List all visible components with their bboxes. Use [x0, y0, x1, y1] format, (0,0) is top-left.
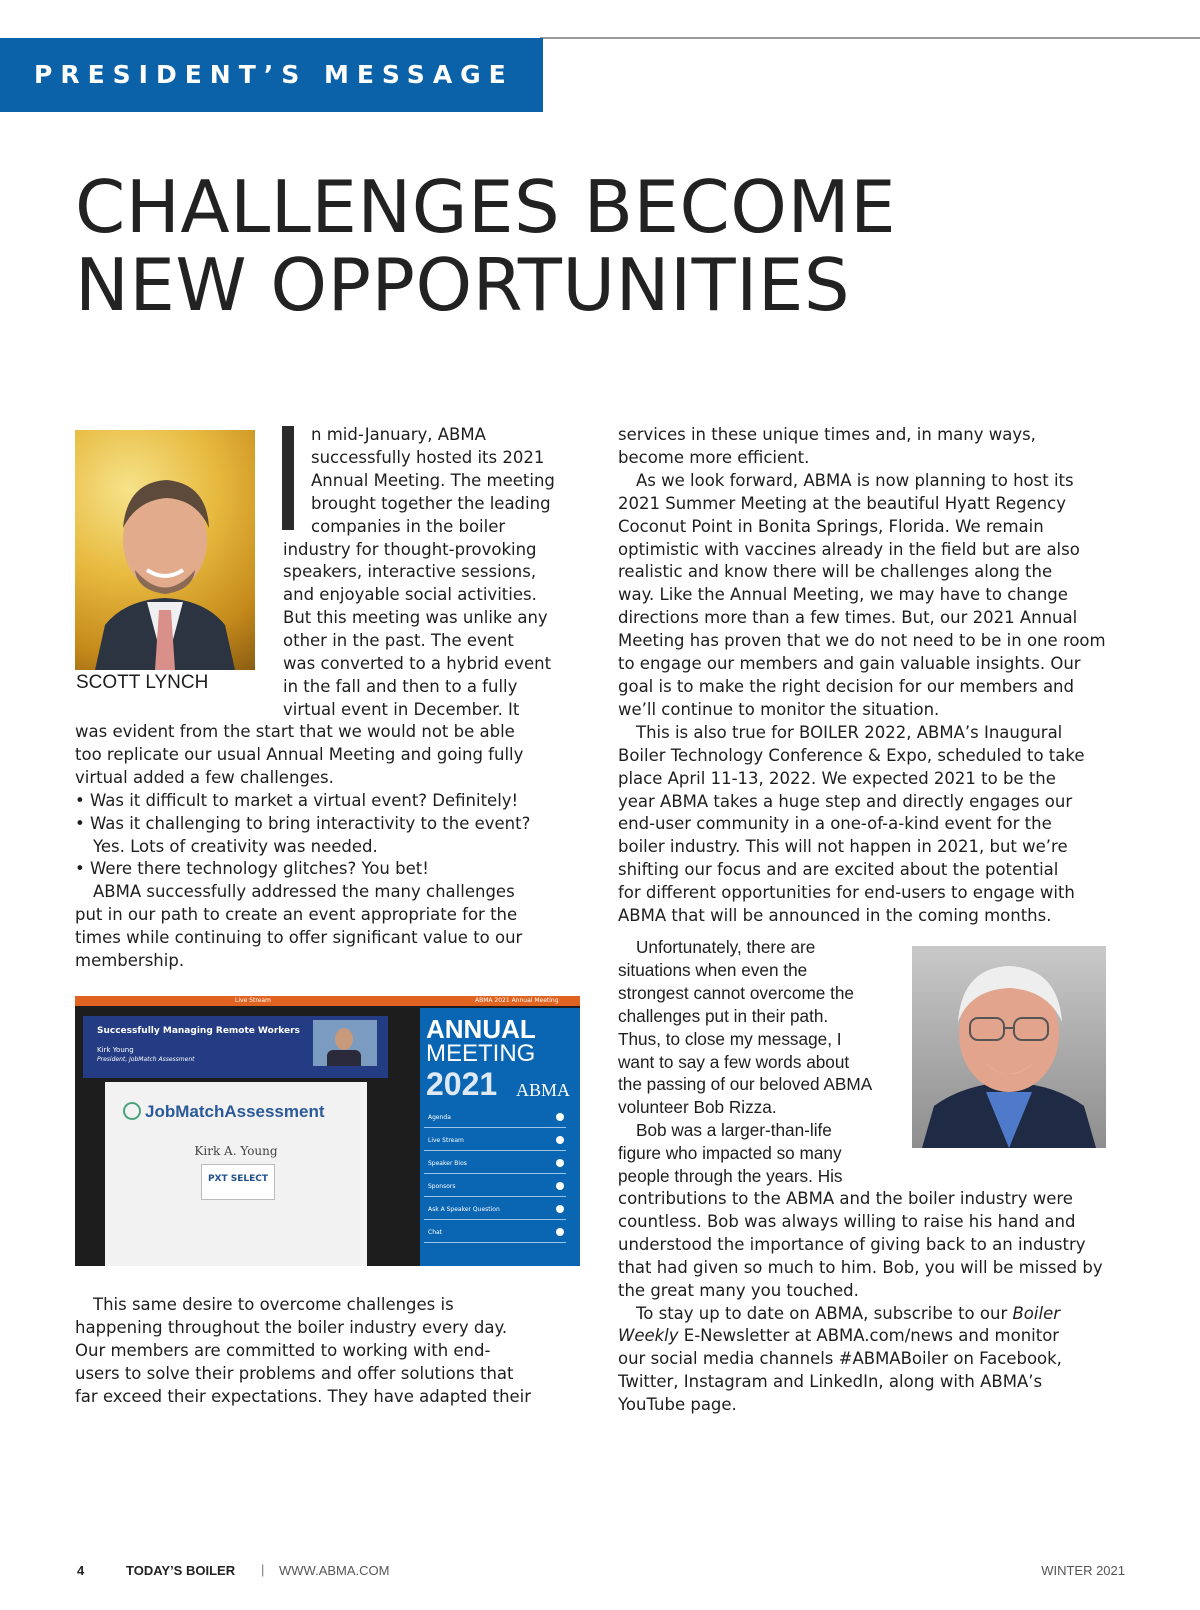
text-line: speakers, interactive sessions,: [283, 562, 537, 582]
slide-badge: [201, 1164, 275, 1200]
text-line: for different opportunities for end-users to engage with: [618, 883, 1075, 903]
article-left-column: [75, 721, 583, 973]
panel-menu-item: Sponsors: [424, 1177, 566, 1197]
session-title: Successfully Managing Remote Workers: [97, 1026, 300, 1036]
text-line: n mid-January, ABMA: [311, 425, 486, 444]
article-right-column: [618, 424, 1128, 928]
text-line: YouTube page.: [618, 1395, 737, 1415]
text-line: brought together the leading: [311, 493, 551, 513]
text-line: understood the importance of giving back to an industry: [618, 1234, 1086, 1254]
slide-name: Kirk A. Young: [194, 1144, 278, 1158]
text-line: directions more than a few times. But, our 2021 Annual: [618, 608, 1078, 628]
text-line: But this meeting was unlike any: [283, 608, 548, 628]
text-line: Annual Meeting. The meeting: [311, 470, 555, 490]
text-line: place April 11-13, 2022. We expected 2021 to be the: [618, 768, 1056, 788]
text-line: services in these unique times and, in many ways,: [618, 425, 1036, 444]
bullet-continuation: Yes. Lots of creativity was needed.: [93, 836, 378, 856]
text-line: shifting our focus and are excited about the potential: [618, 860, 1059, 880]
slide-logo-icon: [123, 1102, 141, 1120]
text-line: far exceed their expectations. They have adapted their: [75, 1386, 532, 1406]
text-line: the passing of our beloved ABMA: [618, 1074, 873, 1095]
text-line: end-user community in a one-of-a-kind event for the: [618, 814, 1052, 834]
article-right-end: [618, 1188, 1138, 1417]
text-line: users to solve their problems and offer solutions that: [75, 1363, 514, 1383]
presenter-title: President, JobMatch Assessment: [97, 1056, 195, 1063]
presenter-name: Kirk Young: [97, 1046, 134, 1054]
text-line: boiler industry. This will not happen in 2021, but we’re: [618, 837, 1068, 857]
text-line: virtual added a few challenges.: [75, 767, 334, 787]
memorial-portrait-image: [912, 946, 1106, 1148]
footer-separator: |: [261, 1562, 265, 1577]
article-intro: [283, 424, 583, 722]
bullet-item: • Was it difficult to market a virtual event? Definitely!: [75, 790, 519, 810]
webcam-body-shape: [327, 1050, 361, 1066]
publication-name: TODAY’S BOILER: [126, 1563, 236, 1578]
presentation-slide: [105, 1082, 367, 1266]
newsletter-name: Weekly: [618, 1326, 679, 1346]
slide-logo: JobMatchAssessment: [145, 1102, 325, 1121]
presenter-webcam: [313, 1020, 377, 1066]
text-line: ABMA that will be announced in the coming months.: [618, 906, 1052, 926]
section-label: PRESIDENT’S MESSAGE: [0, 38, 543, 112]
panel-menu-item: Speaker Bios: [424, 1154, 566, 1174]
text-line: Unfortunately, there are: [636, 937, 816, 957]
text-line: that had given so much to him. Bob, you will be missed by: [618, 1257, 1103, 1277]
headline-line-2: NEW OPPORTUNITIES: [75, 243, 851, 327]
newsletter-name: Boiler: [1012, 1303, 1061, 1323]
text-line: companies in the boiler: [311, 516, 506, 536]
bullet-item: • Was it challenging to bring interactivity to the event?: [75, 813, 531, 833]
meeting-label: ABMA 2021 Annual Meeting: [475, 997, 559, 1004]
top-rule: [540, 37, 1200, 39]
slide-badge-text: PXT SELECT: [207, 1174, 269, 1184]
text-line: way. Like the Annual Meeting, we may have to change: [618, 585, 1068, 605]
text-line: industry for thought-provoking: [283, 539, 537, 559]
text-line: As we look forward, ABMA is now planning to host its: [636, 470, 1074, 490]
text-line: membership.: [75, 951, 185, 971]
stream-top-bar: [75, 996, 580, 1006]
meeting-side-panel: [420, 1008, 580, 1266]
text-line: volunteer Bob Rizza.: [618, 1097, 777, 1118]
panel-menu: [424, 1108, 566, 1246]
panel-year: 2021: [426, 1066, 498, 1102]
text-line: the great many you touched.: [618, 1280, 859, 1300]
panel-word-annual: ANNUAL: [426, 1014, 536, 1044]
closing-line: [618, 1325, 1138, 1348]
text-line: too replicate our usual Annual Meeting and going fully: [75, 744, 524, 764]
text-line: successfully hosted its 2021: [311, 447, 545, 467]
closing-text: To stay up to date on ABMA, subscribe to our: [636, 1303, 1013, 1323]
text-line: countless. Bob was always willing to raise his hand and: [618, 1211, 1076, 1231]
issue-label: WINTER 2021: [1041, 1563, 1125, 1578]
text-line: times while continuing to offer significant value to our: [75, 928, 523, 948]
text-line: This is also true for BOILER 2022, ABMA’s Inaugural: [636, 722, 1063, 742]
text-line: become more efficient.: [618, 447, 810, 467]
webcam-head-shape: [335, 1028, 353, 1050]
text-line: we’ll continue to monitor the situation.: [618, 699, 940, 719]
text-line: Coconut Point in Bonita Springs, Florida. We remain: [618, 516, 1044, 536]
text-line: optimistic with vaccines already in the field but are also: [618, 539, 1080, 559]
article-left-bottom: [75, 1294, 583, 1409]
author-portrait-image: [75, 430, 255, 670]
headline: [75, 165, 1155, 327]
text-line: contributions to the ABMA and the boiler industry were: [618, 1189, 1073, 1208]
panel-menu-item: Chat: [424, 1223, 566, 1243]
text-line: was evident from the start that we would not be able: [75, 722, 515, 741]
text-line: figure who impacted so many: [618, 1143, 842, 1164]
headline-line-1: CHALLENGES BECOME: [75, 165, 897, 249]
text-line: our social media channels #ABMABoiler on Facebook,: [618, 1349, 1062, 1369]
page-footer: [75, 1563, 1125, 1583]
virtual-meeting-screenshot: [75, 996, 580, 1266]
panel-menu-item: Live Stream: [424, 1131, 566, 1151]
text-line: to engage our members and gain valuable insights. Our: [618, 654, 1081, 674]
text-line: Thus, to close my message, I: [618, 1028, 842, 1049]
memorial-photo: [912, 946, 1106, 1148]
stream-label: Live Stream: [235, 997, 271, 1004]
text-line: realistic and know there will be challenges along the: [618, 562, 1053, 582]
text-line: goal is to make the right decision for our members and: [618, 676, 1074, 696]
footer-website-link[interactable]: WWW.ABMA.COM: [279, 1563, 390, 1578]
text-line: in the fall and then to a fully: [283, 676, 518, 696]
text-line: other in the past. The event: [283, 631, 514, 651]
author-photo: [75, 430, 255, 670]
text-line: ABMA successfully addressed the many challenges: [93, 882, 515, 902]
text-line: situations when even the: [618, 959, 808, 980]
text-line: challenges put in their path.: [618, 1005, 829, 1026]
text-line: happening throughout the boiler industry every day.: [75, 1317, 508, 1337]
text-line: want to say a few words about: [618, 1051, 850, 1072]
text-line: people through the years. His: [618, 1166, 843, 1187]
panel-word-meeting: MEETING: [426, 1040, 536, 1067]
page-number: 4: [77, 1563, 85, 1578]
bullet-item: • Were there technology glitches? You bet!: [75, 859, 429, 879]
text-line: strongest cannot overcome the: [618, 982, 854, 1003]
closing-line: [618, 1303, 1138, 1326]
text-line: put in our path to create an event appropriate for the: [75, 905, 518, 925]
text-line: Meeting has proven that we do not need to be in one room: [618, 631, 1106, 651]
text-line: year ABMA takes a huge step and directly engages our: [618, 791, 1073, 811]
article-wrap-text: [618, 936, 908, 1188]
panel-menu-item: Agenda: [424, 1108, 566, 1128]
text-line: Bob was a larger-than-life: [636, 1120, 832, 1141]
text-line: virtual event in December. It: [283, 699, 520, 719]
text-line: This same desire to overcome challenges is: [93, 1295, 454, 1314]
panel-menu-item: Ask A Speaker Question: [424, 1200, 566, 1220]
author-caption: SCOTT LYNCH: [76, 672, 209, 693]
panel-org: ABMA: [516, 1080, 571, 1100]
text-line: Twitter, Instagram and LinkedIn, along with ABMA’s: [618, 1372, 1043, 1392]
text-line: Boiler Technology Conference & Expo, scheduled to take: [618, 745, 1085, 765]
text-line: was converted to a hybrid event: [283, 654, 552, 674]
closing-text: E-Newsletter at ABMA.com/news and monitor: [678, 1326, 1060, 1346]
text-line: and enjoyable social activities.: [283, 585, 537, 605]
text-line: Our members are committed to working with end-: [75, 1340, 491, 1360]
text-line: 2021 Summer Meeting at the beautiful Hyatt Regency: [618, 493, 1067, 513]
